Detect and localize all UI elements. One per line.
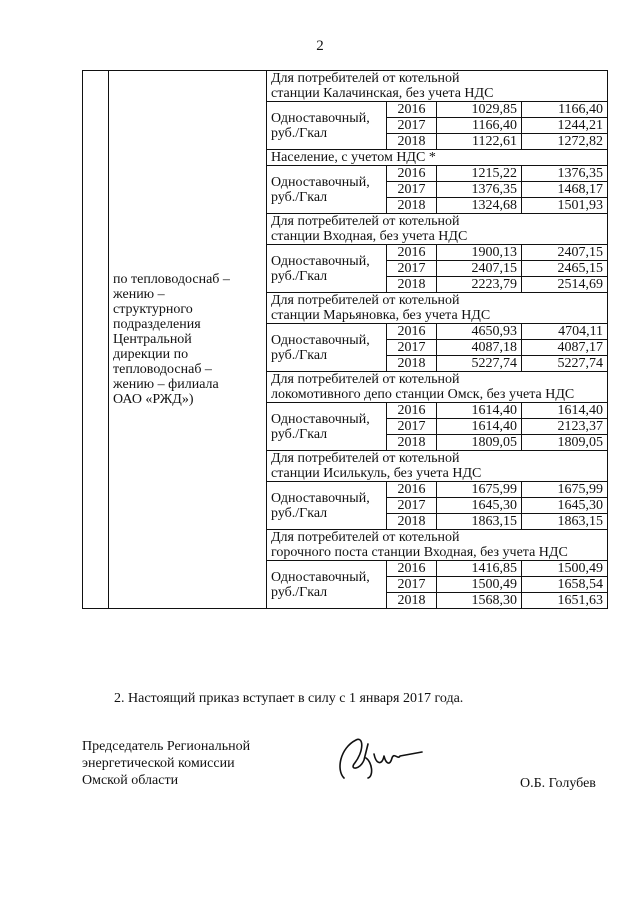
tariff-h1-cell: 1500,49: [437, 577, 522, 593]
tariff-h2-cell: 4087,17: [522, 340, 608, 356]
section-heading-row: [83, 71, 608, 102]
section-heading-line: Для потребителей от котельной: [271, 530, 460, 545]
section-heading-line: локомотивного депо станции Омск, без учета НДС: [271, 387, 575, 402]
tariff-type-cell: [267, 245, 387, 293]
tariff-h2-cell: 2514,69: [522, 277, 608, 293]
organization-line: дирекции по: [113, 347, 189, 362]
year-cell: 2016: [387, 482, 437, 498]
year-cell: 2018: [387, 277, 437, 293]
section-heading-line: Для потребителей от котельной: [271, 293, 460, 308]
section-heading-line: станции Входная, без учета НДС: [271, 229, 468, 244]
tariff-h2-cell: 5227,74: [522, 356, 608, 372]
year-cell: 2016: [387, 403, 437, 419]
tariff-h1-cell: 5227,74: [437, 356, 522, 372]
tariff-type-line: Одноставочный,: [271, 174, 370, 190]
year-cell: 2018: [387, 198, 437, 214]
section-heading-line: горочного поста станции Входная, без учета НДС: [271, 545, 568, 560]
tariff-type-line: руб./Гкал: [271, 189, 328, 205]
organization-line: подразделения: [113, 317, 201, 332]
section-heading: [267, 530, 608, 561]
tariff-type-cell: [267, 324, 387, 372]
tariff-h2-cell: 1658,54: [522, 577, 608, 593]
signatory-title-line: Омской области: [82, 773, 179, 788]
section-heading-line: Для потребителей от котельной: [271, 451, 460, 466]
section-heading: [267, 293, 608, 324]
section-heading: [267, 372, 608, 403]
year-cell: 2016: [387, 245, 437, 261]
tariff-h2-cell: 1863,15: [522, 514, 608, 530]
tariff-type-cell: [267, 403, 387, 451]
tariff-h1-cell: 1809,05: [437, 435, 522, 451]
tariff-type-line: руб./Гкал: [271, 125, 328, 141]
tariff-type-line: Одноставочный,: [271, 490, 370, 506]
section-heading: [267, 71, 608, 102]
tariff-h1-cell: 1863,15: [437, 514, 522, 530]
organization-line: ОАО «РЖД»): [113, 392, 194, 407]
tariff-h2-cell: 2407,15: [522, 245, 608, 261]
organization-line: Центральной: [113, 332, 192, 347]
tariff-h2-cell: 1272,82: [522, 134, 608, 150]
tariff-h1-cell: 1166,40: [437, 118, 522, 134]
page-number: 2: [316, 38, 324, 54]
signatory-title: [82, 738, 250, 789]
year-cell: 2017: [387, 419, 437, 435]
section-heading-line: станции Калачинская, без учета НДС: [271, 86, 494, 101]
section-heading: [267, 150, 608, 166]
organization-cell: [109, 71, 267, 609]
year-cell: 2017: [387, 182, 437, 198]
section-heading-line: Для потребителей от котельной: [271, 71, 460, 86]
tariff-type-line: руб./Гкал: [271, 347, 328, 363]
year-cell: 2018: [387, 435, 437, 451]
tariff-h2-cell: 1645,30: [522, 498, 608, 514]
tariff-h2-cell: 1614,40: [522, 403, 608, 419]
tariff-h2-cell: 1675,99: [522, 482, 608, 498]
tariff-h2-cell: 1501,93: [522, 198, 608, 214]
tariff-type-cell: [267, 561, 387, 609]
section-heading-line: Для потребителей от котельной: [271, 214, 460, 229]
tariff-h2-cell: 1166,40: [522, 102, 608, 118]
tariff-h2-cell: 2123,37: [522, 419, 608, 435]
tariff-h1-cell: 1324,68: [437, 198, 522, 214]
tariff-h1-cell: 1215,22: [437, 166, 522, 182]
clause-2: 2. Настоящий приказ вступает в силу с 1 января 2017 года.: [114, 691, 464, 706]
year-cell: 2016: [387, 561, 437, 577]
tariff-type-line: Одноставочный,: [271, 332, 370, 348]
signatory-name: О.Б. Голубев: [520, 776, 596, 791]
tariff-h1-cell: 1675,99: [437, 482, 522, 498]
tariff-h1-cell: 4650,93: [437, 324, 522, 340]
section-heading-line: станции Исилькуль, без учета НДС: [271, 466, 482, 481]
signatory-title-line: энергетической комиссии: [82, 756, 235, 771]
tariff-h2-cell: 1500,49: [522, 561, 608, 577]
tariff-h1-cell: 1614,40: [437, 419, 522, 435]
tariff-h1-cell: 1900,13: [437, 245, 522, 261]
tariff-table: [82, 70, 608, 609]
year-cell: 2016: [387, 324, 437, 340]
year-cell: 2018: [387, 593, 437, 609]
tariff-h2-cell: 1376,35: [522, 166, 608, 182]
organization-line: тепловодоснаб –: [113, 362, 212, 377]
organization-line: по тепловодоснаб –: [113, 272, 230, 287]
tariff-h2-cell: 4704,11: [522, 324, 608, 340]
year-cell: 2018: [387, 356, 437, 372]
tariff-type-line: руб./Гкал: [271, 505, 328, 521]
tariff-type-cell: [267, 482, 387, 530]
tariff-h2-cell: 1651,63: [522, 593, 608, 609]
organization-line: жению –: [113, 287, 165, 302]
tariff-h1-cell: 2407,15: [437, 261, 522, 277]
tariff-h1-cell: 1614,40: [437, 403, 522, 419]
tariff-type-line: руб./Гкал: [271, 584, 328, 600]
year-cell: 2017: [387, 261, 437, 277]
year-cell: 2017: [387, 577, 437, 593]
tariff-h1-cell: 1029,85: [437, 102, 522, 118]
tariff-h2-cell: 1809,05: [522, 435, 608, 451]
section-heading-line: Население, с учетом НДС *: [271, 150, 436, 165]
tariff-h1-cell: 1416,85: [437, 561, 522, 577]
tariff-type-line: Одноставочный,: [271, 411, 370, 427]
year-cell: 2018: [387, 514, 437, 530]
signatory-title-line: Председатель Региональной: [82, 739, 251, 754]
year-cell: 2016: [387, 102, 437, 118]
year-cell: 2018: [387, 134, 437, 150]
tariff-h1-cell: 2223,79: [437, 277, 522, 293]
organization-line: жению – филиала: [113, 377, 219, 392]
tariff-h1-cell: 1645,30: [437, 498, 522, 514]
year-cell: 2017: [387, 340, 437, 356]
section-heading: [267, 214, 608, 245]
tariff-h1-cell: 1568,30: [437, 593, 522, 609]
organization-line: структурного: [113, 302, 193, 317]
tariff-type-line: Одноставочный,: [271, 253, 370, 269]
tariff-type-line: Одноставочный,: [271, 569, 370, 585]
tariff-h2-cell: 1244,21: [522, 118, 608, 134]
tariff-type-line: Одноставочный,: [271, 110, 370, 126]
tariff-h1-cell: 1122,61: [437, 134, 522, 150]
tariff-type-line: руб./Гкал: [271, 426, 328, 442]
tariff-h1-cell: 1376,35: [437, 182, 522, 198]
handwritten-signature: [330, 730, 430, 790]
year-cell: 2016: [387, 166, 437, 182]
tariff-h2-cell: 2465,15: [522, 261, 608, 277]
row-number-cell: [83, 71, 109, 609]
tariff-h2-cell: 1468,17: [522, 182, 608, 198]
year-cell: 2017: [387, 498, 437, 514]
section-heading-line: Для потребителей от котельной: [271, 372, 460, 387]
section-heading: [267, 451, 608, 482]
section-heading-line: станции Марьяновка, без учета НДС: [271, 308, 491, 323]
tariff-type-cell: [267, 102, 387, 150]
year-cell: 2017: [387, 118, 437, 134]
tariff-type-line: руб./Гкал: [271, 268, 328, 284]
tariff-h1-cell: 4087,18: [437, 340, 522, 356]
tariff-type-cell: [267, 166, 387, 214]
